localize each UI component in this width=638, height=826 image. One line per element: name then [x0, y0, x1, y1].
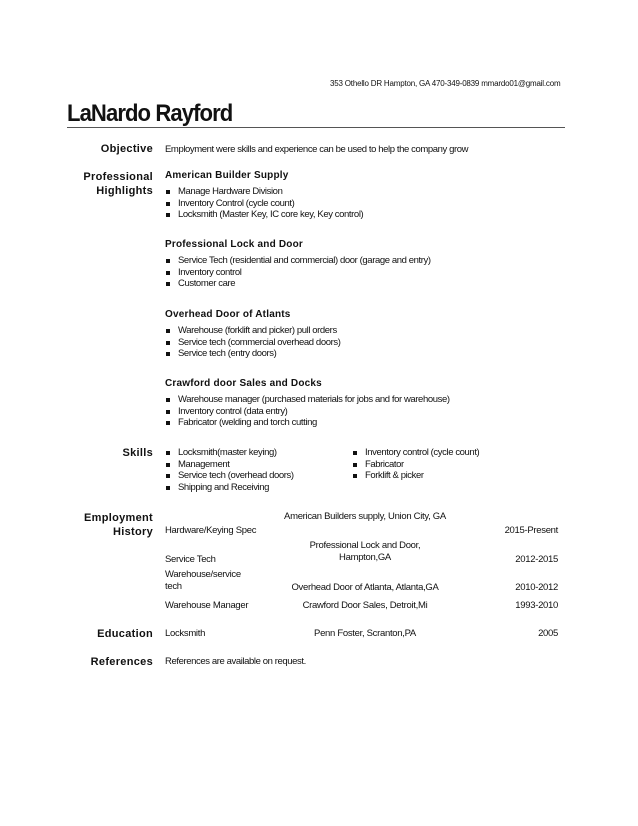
- education-year: 2005: [538, 628, 558, 639]
- list-item: Customer care: [165, 278, 431, 290]
- job-company: Crawford Door Sales, Detroit,Mi: [302, 600, 428, 611]
- company-duties-list: [165, 325, 340, 360]
- candidate-name: LaNardo Rayford: [67, 100, 233, 127]
- company-heading: Professional Lock and Door: [165, 239, 304, 250]
- list-item: Service tech (commercial overhead doors): [165, 337, 340, 349]
- job-title: Warehouse/service tech: [165, 569, 241, 592]
- list-item: Inventory control: [165, 267, 431, 279]
- job-dates: 2015-Present: [504, 525, 558, 536]
- section-label-education: Education: [97, 628, 153, 640]
- list-item: Service tech (entry doors): [165, 348, 340, 360]
- list-item: Forklift & picker: [352, 470, 479, 482]
- list-item: Locksmith(master keying): [165, 447, 294, 459]
- section-label-skills: Skills: [122, 447, 153, 459]
- list-item: Service tech (overhead doors): [165, 470, 294, 482]
- job-company: Professional Lock and Door, Hampton,GA: [309, 540, 421, 563]
- header-divider: [67, 127, 565, 128]
- list-item: Inventory control (data entry): [165, 406, 450, 418]
- section-label-objective: Objective: [100, 143, 153, 155]
- company-duties-list: [165, 255, 431, 290]
- contact-info: 353 Othello DR Hampton, GA 470-349-0839 mmardo01@gmail.com: [330, 79, 561, 88]
- company-duties-list: [165, 186, 363, 221]
- section-label-highlights: Professional Highlights: [83, 171, 153, 197]
- list-item: Manage Hardware Division: [165, 186, 363, 198]
- company-heading: Crawford door Sales and Docks: [165, 378, 322, 389]
- education-title: Locksmith: [165, 628, 206, 639]
- list-item: Inventory Control (cycle count): [165, 198, 363, 210]
- list-item: Warehouse manager (purchased materials for jobs and for warehouse): [165, 394, 450, 406]
- job-dates: 2010-2012: [515, 582, 558, 593]
- job-company: American Builders supply, Union City, GA: [284, 511, 446, 522]
- references-text: References are available on request.: [165, 656, 306, 667]
- company-duties-list: [165, 394, 450, 429]
- education-school: Penn Foster, Scranton,PA: [314, 628, 416, 639]
- list-item: Fabricator (welding and torch cutting: [165, 417, 450, 429]
- job-title: Service Tech: [165, 554, 216, 565]
- list-item: Shipping and Receiving: [165, 482, 294, 494]
- list-item: Service Tech (residential and commercial) door (garage and entry): [165, 255, 431, 267]
- list-item: Management: [165, 459, 294, 471]
- job-title: Hardware/Keying Spec: [165, 525, 257, 536]
- list-item: Warehouse (forklift and picker) pull orders: [165, 325, 340, 337]
- company-heading: American Builder Supply: [165, 170, 289, 181]
- objective-text: Employment were skills and experience can be used to help the company grow: [165, 144, 469, 155]
- skills-list-left: [165, 447, 294, 493]
- list-item: Locksmith (Master Key, IC core key, Key control): [165, 209, 363, 221]
- job-company: Overhead Door of Atlanta, Atlanta,GA: [291, 582, 439, 593]
- section-label-references: References: [90, 656, 153, 668]
- section-label-employment: Employment History: [83, 512, 153, 538]
- company-heading: Overhead Door of Atlants: [165, 309, 291, 320]
- list-item: Fabricator: [352, 459, 479, 471]
- list-item: Inventory control (cycle count): [352, 447, 479, 459]
- skills-list-right: [352, 447, 479, 482]
- job-dates: 1993-2010: [515, 600, 558, 611]
- job-title: Warehouse Manager: [165, 600, 249, 611]
- job-dates: 2012-2015: [515, 554, 558, 565]
